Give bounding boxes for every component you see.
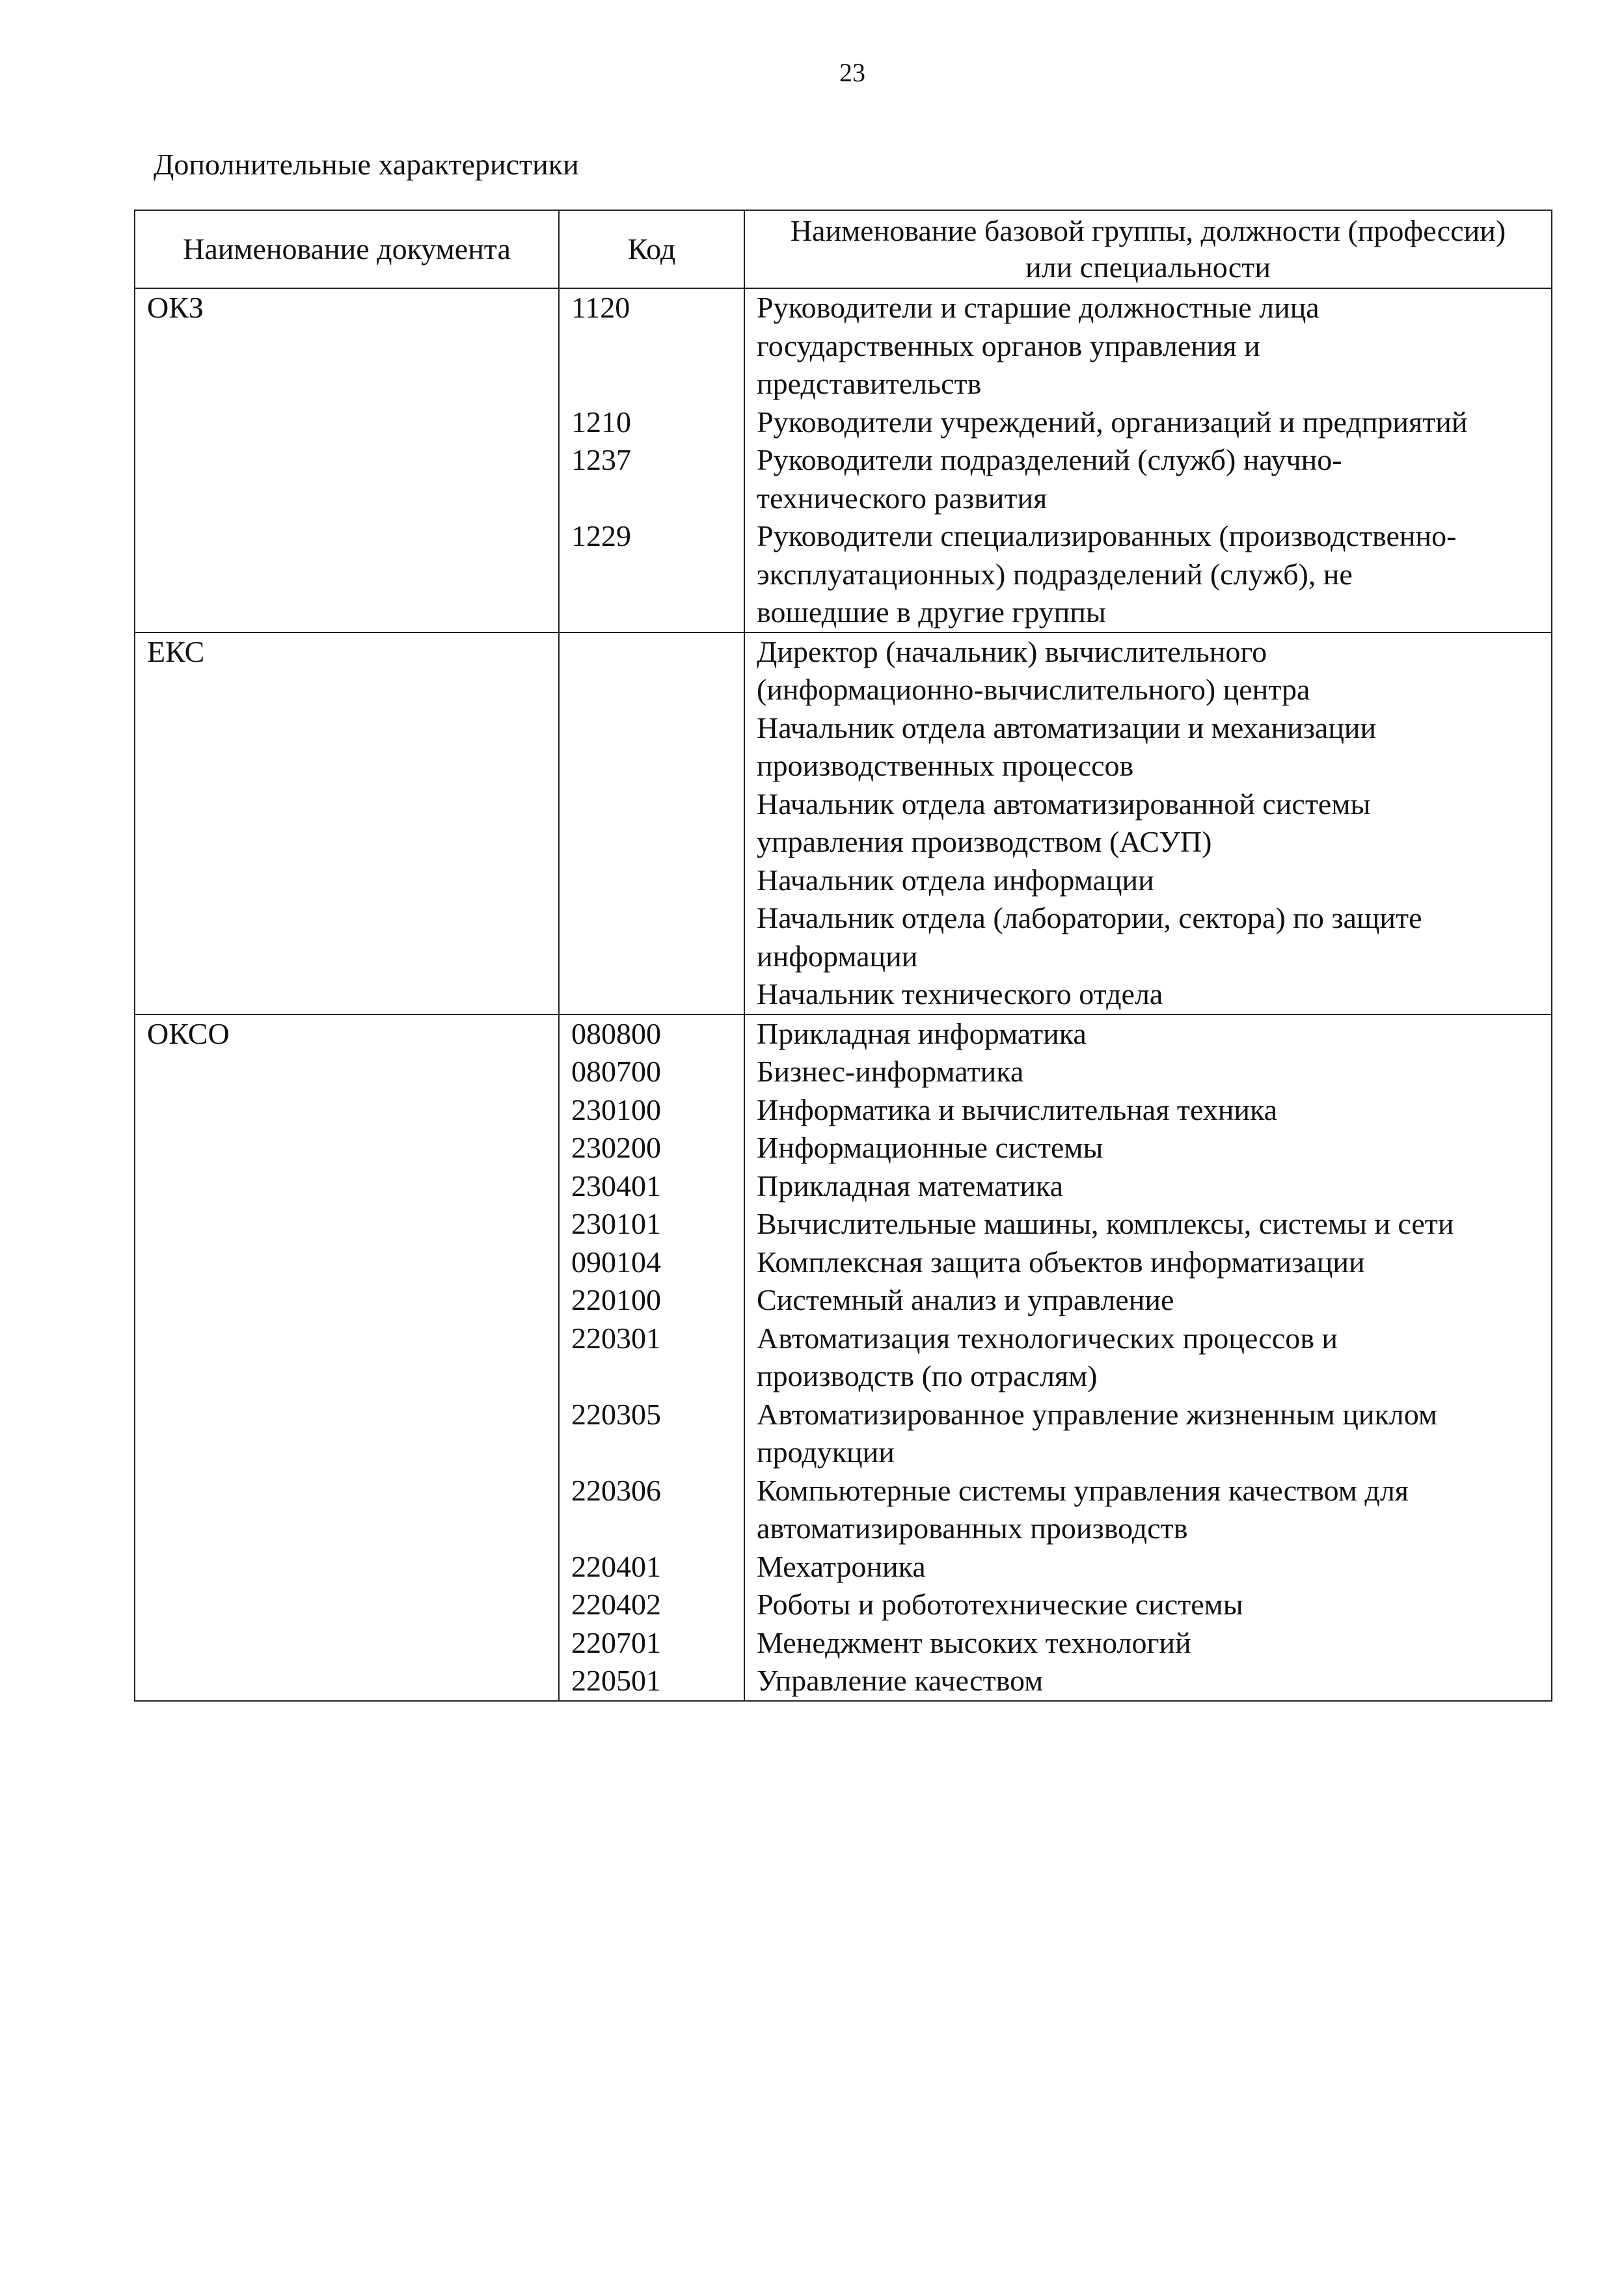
position-name-line: Информационные системы — [757, 1131, 1103, 1164]
code-value: 1210 — [571, 405, 631, 439]
code-value: 1237 — [571, 443, 631, 476]
position-name-line: Руководители специализированных (производственно- — [757, 519, 1457, 552]
position-name-line: производств (по отраслям) — [757, 1359, 1098, 1392]
code-entry — [571, 1320, 740, 1396]
code-entry — [571, 1091, 740, 1130]
code-value: 220100 — [571, 1283, 661, 1316]
code-entry — [571, 1129, 740, 1167]
position-entry — [757, 403, 1547, 442]
code-entry — [571, 1167, 740, 1206]
position-name-line: Прикладная информатика — [757, 1016, 1087, 1050]
position-entry — [757, 785, 1547, 862]
document-name-cell — [135, 632, 559, 1014]
position-entry — [757, 517, 1547, 632]
position-name-line: автоматизированных производств — [757, 1512, 1188, 1545]
code-spacer — [571, 327, 740, 366]
position-name-line: Информатика и вычислительная техника — [757, 1093, 1278, 1126]
code-entry — [571, 1053, 740, 1091]
code-value: 220402 — [571, 1588, 661, 1621]
position-entry — [757, 1091, 1547, 1130]
position-entry — [757, 1129, 1547, 1167]
code-spacer — [571, 1357, 740, 1396]
position-name-line: Менеджмент высоких технологий — [757, 1625, 1191, 1659]
code-entry — [571, 671, 740, 709]
position-name-line: Начальник отдела информации — [757, 863, 1154, 897]
code-entry — [571, 1586, 740, 1624]
code-value: 220306 — [571, 1473, 661, 1507]
position-entry — [757, 899, 1547, 975]
header-code: Код — [559, 210, 744, 288]
position-name-line: Начальник отдела (лаборатории, сектора) по защите — [757, 901, 1422, 934]
position-name-cell — [744, 632, 1552, 1014]
position-name-line: Руководители учреждений, организаций и предприятий — [757, 405, 1468, 439]
code-value: 220305 — [571, 1397, 661, 1431]
position-name-line: управления производством (АСУП) — [757, 825, 1212, 858]
position-entry — [757, 1396, 1547, 1472]
document-name-cell — [135, 288, 559, 632]
code-cell — [559, 1014, 744, 1701]
position-name-cell — [744, 1014, 1552, 1701]
position-entry — [757, 1662, 1547, 1700]
position-name-line: Автоматизация технологических процессов и — [757, 1321, 1338, 1355]
position-entry — [757, 1320, 1547, 1396]
position-entry — [757, 1053, 1547, 1091]
document-name-cell — [135, 1014, 559, 1701]
position-name-line: производственных процессов — [757, 749, 1134, 782]
position-name-line: государственных органов управления и — [757, 329, 1260, 362]
position-entry — [757, 289, 1547, 403]
header-position-name — [744, 210, 1552, 288]
code-entry — [571, 1243, 740, 1282]
position-name-line: Директор (начальник) вычислительного — [757, 634, 1267, 668]
code-entry — [571, 747, 740, 785]
code-spacer — [571, 1510, 740, 1548]
header-position-name-line-1: Наименование базовой группы, должности (профессии) — [790, 214, 1506, 247]
position-name-line: Прикладная математика — [757, 1169, 1064, 1202]
position-name-line: Роботы и робототехнические системы — [757, 1588, 1243, 1621]
document-name: ОКСО — [147, 1016, 230, 1050]
code-value: 090104 — [571, 1245, 661, 1279]
table-body — [135, 288, 1552, 1701]
position-entry — [757, 1167, 1547, 1206]
code-spacer — [571, 633, 740, 672]
characteristics-table — [134, 210, 1552, 1702]
position-name-line: Начальник отдела автоматизации и механизации — [757, 711, 1377, 744]
code-entry — [571, 1548, 740, 1586]
code-entry — [571, 1205, 740, 1243]
position-name-line: Мехатроника — [757, 1549, 926, 1583]
table-row — [135, 632, 1552, 1014]
position-entry — [757, 1205, 1547, 1243]
code-entry — [571, 1396, 740, 1472]
position-name-line: Вычислительные машины, комплексы, системы и сети — [757, 1207, 1454, 1240]
code-spacer — [571, 671, 740, 709]
code-value: 230200 — [571, 1131, 661, 1164]
code-value: 080700 — [571, 1055, 661, 1088]
position-name-line: Системный анализ и управление — [757, 1283, 1174, 1316]
code-value: 220301 — [571, 1321, 661, 1355]
position-name-line: Компьютерные системы управления качеством для — [757, 1473, 1409, 1507]
position-name-line: Руководители подразделений (служб) научно- — [757, 443, 1342, 476]
position-entry — [757, 975, 1547, 1014]
position-name-line: представительств — [757, 367, 982, 400]
code-value: 220401 — [571, 1549, 661, 1583]
code-cell — [559, 632, 744, 1014]
document-name: ЕКС — [147, 634, 205, 668]
code-value: 080800 — [571, 1016, 661, 1050]
position-entry — [757, 441, 1547, 517]
code-entry — [571, 517, 740, 632]
position-entry — [757, 1586, 1547, 1624]
section-title: Дополнительные характеристики — [154, 148, 579, 181]
code-spacer — [571, 593, 740, 632]
code-entry — [571, 1624, 740, 1663]
position-entry — [757, 1624, 1547, 1663]
code-entry — [571, 633, 740, 672]
code-spacer — [571, 480, 740, 518]
table-header-row — [135, 210, 1552, 288]
code-value: 1120 — [571, 291, 630, 324]
code-value: 220501 — [571, 1664, 661, 1697]
position-name-line: вошедшие в другие группы — [757, 595, 1106, 629]
position-name-cell — [744, 288, 1552, 632]
position-name-line: Управление качеством — [757, 1664, 1044, 1697]
position-name-line: Бизнес-информатика — [757, 1055, 1024, 1088]
position-name-line: Начальник отдела автоматизированной системы — [757, 787, 1371, 821]
header-document-name: Наименование документа — [135, 210, 559, 288]
position-entry — [757, 1015, 1547, 1053]
position-name-line: информации — [757, 939, 918, 973]
code-value: 230401 — [571, 1169, 661, 1202]
code-spacer — [571, 747, 740, 785]
code-spacer — [571, 709, 740, 748]
code-value: 1229 — [571, 519, 631, 552]
code-spacer — [571, 365, 740, 403]
position-name-line: (информационно-вычислительного) центра — [757, 673, 1310, 706]
position-entry — [757, 1548, 1547, 1586]
position-name-line: продукции — [757, 1435, 895, 1469]
position-entry — [757, 709, 1547, 785]
table-row — [135, 288, 1552, 632]
code-spacer — [571, 556, 740, 594]
code-value: 230100 — [571, 1093, 661, 1126]
code-entry — [571, 1472, 740, 1548]
code-entry — [571, 403, 740, 442]
code-entry — [571, 1015, 740, 1053]
position-entry — [757, 862, 1547, 900]
position-name-line: Комплексная защита объектов информатизации — [757, 1245, 1365, 1279]
position-name-line: Руководители и старшие должностные лица — [757, 291, 1320, 324]
position-name-line: Начальник технического отдела — [757, 977, 1163, 1011]
code-entry — [571, 709, 740, 748]
code-spacer — [571, 1433, 740, 1472]
position-entry — [757, 633, 1547, 709]
characteristics-table-wrapper — [134, 210, 1551, 1702]
code-value: 230101 — [571, 1207, 661, 1240]
document-name: ОКЗ — [147, 291, 204, 324]
code-value: 220701 — [571, 1625, 661, 1659]
position-name-line: эксплуатационных) подразделений (служб), не — [757, 557, 1353, 591]
position-name-line: Автоматизированное управление жизненным циклом — [757, 1397, 1437, 1431]
table-row — [135, 1014, 1552, 1701]
position-entry — [757, 1243, 1547, 1282]
position-entry — [757, 1281, 1547, 1320]
code-entry — [571, 1281, 740, 1320]
page-number: 23 — [839, 58, 865, 87]
code-entry — [571, 441, 740, 517]
position-entry — [757, 1472, 1547, 1548]
header-position-name-line-2: или специальности — [1025, 251, 1271, 284]
position-name-line: технического развития — [757, 481, 1048, 515]
code-entry — [571, 289, 740, 403]
code-entry — [571, 1662, 740, 1700]
code-cell — [559, 288, 744, 632]
